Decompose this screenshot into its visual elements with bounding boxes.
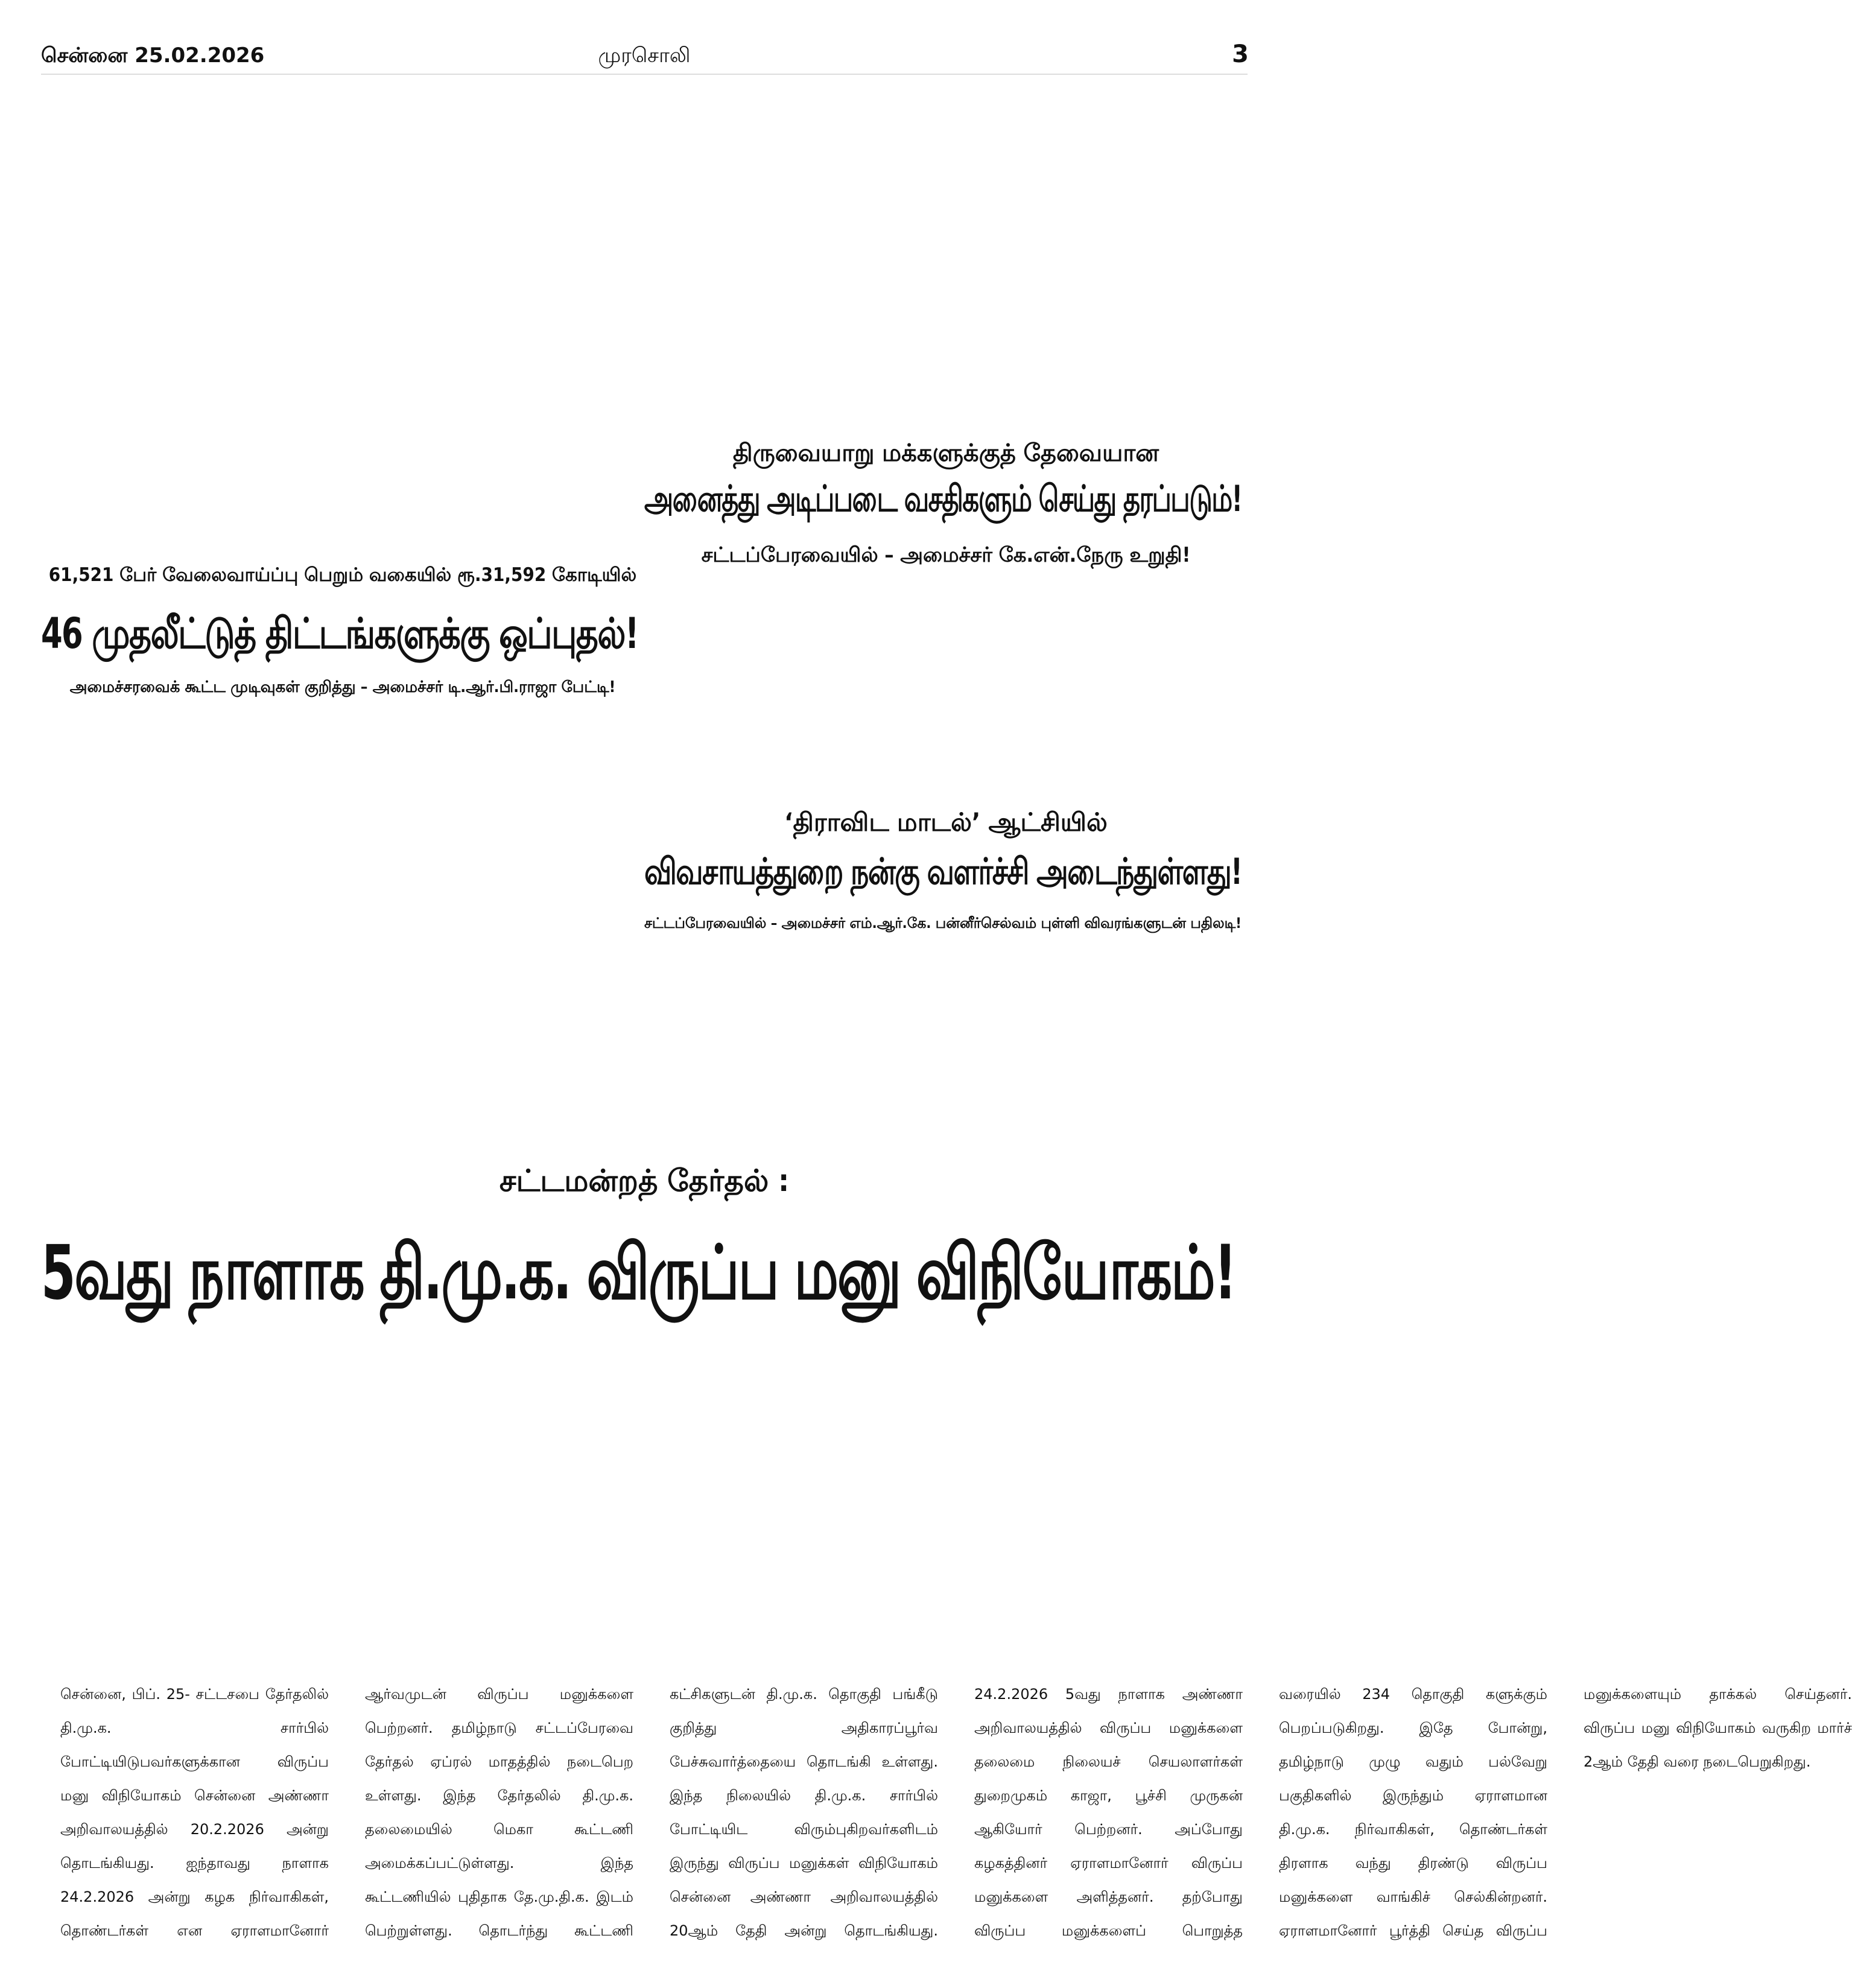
- body-mid-right: [667, 948, 1246, 1148]
- date-line: சென்னை 25.02.2026: [41, 43, 265, 68]
- photo-bottom: [41, 1351, 1248, 1671]
- paper-name: முரசொலி: [598, 43, 691, 68]
- headline-top-right: அனைத்து அடிப்படை வசதிகளும் செய்து தரப்படும்!: [644, 478, 1242, 520]
- deck-top-right: சட்டப்பேரவையில் – அமைச்சர் கே.என்.நேரு உறுதி!: [701, 543, 1191, 567]
- photo-caption-left: [54, 425, 639, 543]
- kicker-top-right: திருவையாறு மக்களுக்குத் தேவையான: [732, 439, 1159, 467]
- header-rule: [41, 74, 1248, 75]
- kicker-bottom: சட்டமன்றத் தேர்தல் :: [499, 1163, 790, 1198]
- deck-left: அமைச்சரவைக் கூட்ட முடிவுகள் குறித்து – அமைச்சர் டி.ஆர்.பி.ராஜா பேட்டி!: [69, 678, 616, 696]
- headline-bottom: 5வது நாளாக தி.மு.க. விருப்ப மனு விநியோகம்!: [41, 1230, 1235, 1316]
- photo-top-left: [41, 84, 644, 422]
- photo-top-right: [644, 84, 1248, 308]
- kicker-mid-right: ‘திராவிட மாடல்’ ஆட்சியில்: [784, 807, 1108, 837]
- headline-mid-right: விவசாயத்துறை நன்கு வளர்ச்சி அடைந்துள்ளது!: [644, 851, 1242, 893]
- photo-caption-right: [664, 313, 1243, 431]
- body-left: [60, 712, 627, 1146]
- deck-mid-right: சட்டப்பேரவையில் – அமைச்சர் எம்.ஆர்.கே. பன்னீர்செல்வம் புள்ளி விவரங்களுடன் பதிலடி!: [644, 915, 1242, 932]
- body-bottom: சென்னை, பிப். 25- சட்டசபை தேர்தலில் தி.மு.க. சார்பில் போட்டியிடுபவர்களுக்கான விருப்ப மனு விநியோகம் சென்னை அண்ணா அறிவாலயத்தில் 20.2.2026 அன்று தொடங்கியது. ஐந்தாவது நாளாக 24.2.2026 அன்று கழக நிர்வாகிகள், தொண்டர்கள் என ஏராளமானோர் ஆர்வமுடன் விருப்ப மனுக்களை பெற்றனர். தமிழ்நாடு சட்டப்பேரவை தேர்தல் ஏப்ரல் மாதத்தில் நடைபெற உள்ளது. இந்த தேர்தலில் தி.மு.க. தலைமையில் மெகா கூட்டணி அமைக்கப்பட்டுள்ளது. இந்த கூட்டணியில் புதிதாக தே.மு.தி.க. இடம் பெற்றுள்ளது. தொடர்ந்து கூட்டணி கட்சிகளுடன் தி.மு.க. தொகுதி பங்கீடு குறித்து அதிகாரப்பூர்வ பேச்சுவார்த்தையை தொடங்கி உள்ளது. இந்த நிலையில் தி.மு.க. சார்பில் போட்டியிட விரும்புகிறவர்களிடம் இருந்து விருப்ப மனுக்கள் விநியோகம் சென்னை அண்ணா அறிவாலயத்தில் 20ஆம் தேதி அன்று தொடங்கியது. 24.2.2026 5வது நாளாக அண்ணா அறிவாலயத்தில் விருப்ப மனுக்களை தலைமை நிலையச் செயலாளர்கள் துறைமுகம் காஜா, பூச்சி முருகன் ஆகியோர் பெற்றனர். அப்போது கழகத்தினர் ஏராளமானோர் விருப்ப மனுக்களை அளித்தனர். தற்போது விருப்ப மனுக்களைப் பொறுத்த வரையில் 234 தொகுதி களுக்கும் பெறப்படுகிறது. இதே போன்று, தமிழ்நாடு முழு வதும் பல்வேறு பகுதிகளில் இருந்தும் ஏராளமான தி.மு.க. நிர்வாகிகள், தொண்டர்கள் திரளாக வந்து திரண்டு விருப்ப மனுக்களை வாங்கிச் செல்கின்றனர். ஏராளமானோர் பூர்த்தி செய்த விருப்ப மனுக்களையும் தாக்கல் செய்தனர். விருப்ப மனு விநியோகம் வருகிற மார்ச் 2ஆம் தேதி வரை நடைபெறுகிறது.: [60, 1686, 1852, 1939]
- headline-left: 46 முதலீட்டுத் திட்டங்களுக்கு ஒப்புதல்!: [41, 609, 638, 658]
- body-top-right: [667, 578, 1246, 783]
- page-number: 3: [1232, 40, 1249, 68]
- kicker-left: 61,521 பேர் வேலைவாய்ப்பு பெறும் வகையில் ரூ.31,592 கோடியில்: [48, 564, 637, 586]
